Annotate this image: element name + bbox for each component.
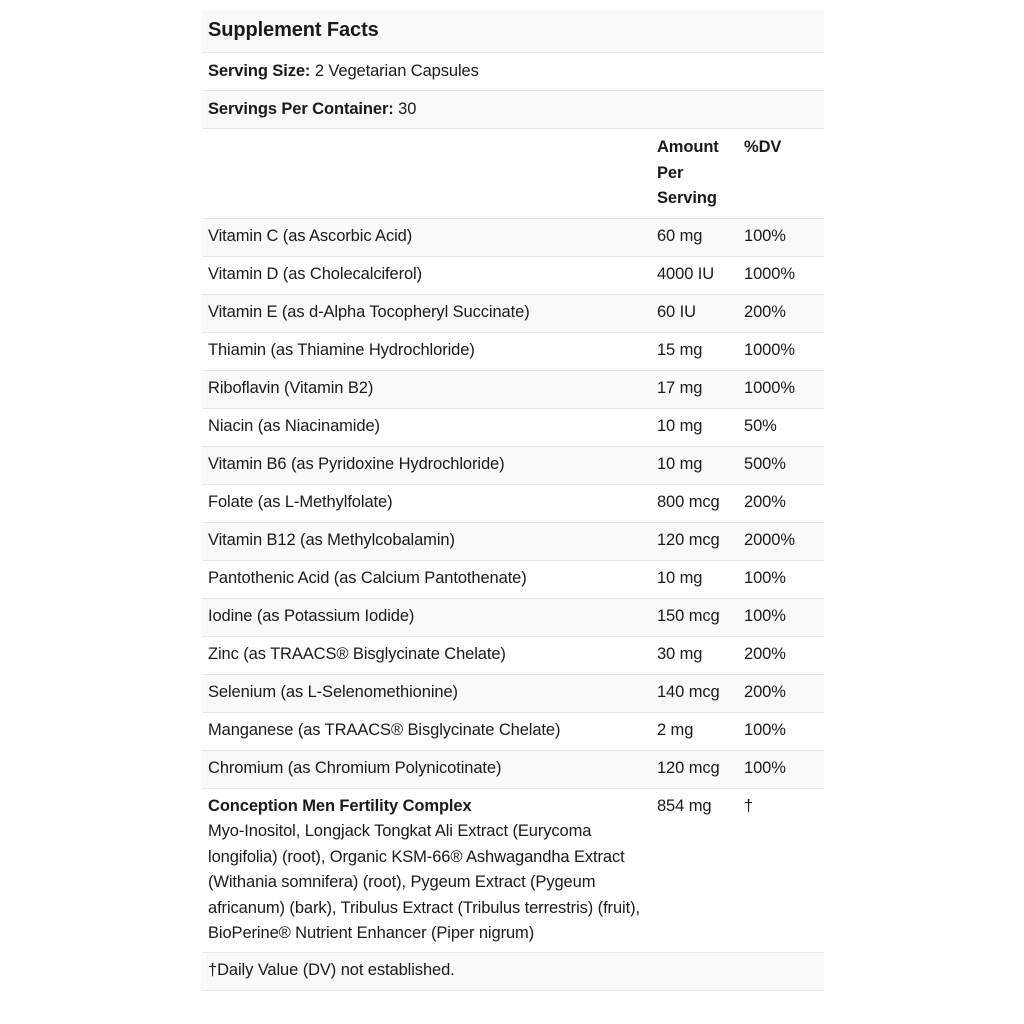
- header-amount: Amount Per Serving: [651, 129, 738, 219]
- nutrient-amount: 60 mg: [651, 218, 738, 256]
- column-header-row: [202, 129, 824, 219]
- nutrient-dv: 100%: [738, 598, 824, 636]
- table-row: [202, 560, 824, 598]
- nutrient-name: Niacin (as Niacinamide): [202, 408, 651, 446]
- table-row: [202, 446, 824, 484]
- servings-per-container-label: Servings Per Container:: [208, 99, 394, 118]
- nutrient-dv: 2000%: [738, 522, 824, 560]
- table-row: [202, 256, 824, 294]
- complex-ingredients: Myo-Inositol, Longjack Tongkat Ali Extract (Eurycoma longifolia) (root), Organic KSM-66® Ashwagandha Extract (Withania somnifera) (root), Pygeum Extract (Pygeum africanum) (bark), Tribulus Extract (Tribulus terrestris) (fruit), BioPerine® Nutrient Enhancer (Piper nigrum): [208, 822, 640, 942]
- nutrient-amount: 60 IU: [651, 294, 738, 332]
- table-row: [202, 712, 824, 750]
- serving-size-row: [202, 53, 824, 91]
- complex-row: [202, 788, 824, 952]
- nutrient-name: Vitamin D (as Cholecalciferol): [202, 256, 651, 294]
- nutrient-name: Chromium (as Chromium Polynicotinate): [202, 750, 651, 788]
- nutrient-name: Thiamin (as Thiamine Hydrochloride): [202, 332, 651, 370]
- nutrient-amount: 15 mg: [651, 332, 738, 370]
- nutrient-name: Vitamin E (as d-Alpha Tocopheryl Succinate): [202, 294, 651, 332]
- nutrient-dv: 1000%: [738, 332, 824, 370]
- table-title: Supplement Facts: [202, 10, 824, 53]
- nutrient-amount: 2 mg: [651, 712, 738, 750]
- nutrient-amount: 120 mcg: [651, 522, 738, 560]
- header-blank: [202, 129, 651, 219]
- title-row: [202, 10, 824, 53]
- nutrient-amount: 4000 IU: [651, 256, 738, 294]
- table-row: [202, 674, 824, 712]
- nutrient-name: Selenium (as L-Selenomethionine): [202, 674, 651, 712]
- table-row: [202, 598, 824, 636]
- nutrient-dv: 200%: [738, 294, 824, 332]
- table-row: [202, 408, 824, 446]
- serving-size-label: Serving Size:: [208, 61, 311, 80]
- nutrient-amount: 120 mcg: [651, 750, 738, 788]
- nutrient-dv: 1000%: [738, 256, 824, 294]
- nutrient-dv: 200%: [738, 636, 824, 674]
- nutrient-amount: 30 mg: [651, 636, 738, 674]
- nutrient-amount: 10 mg: [651, 446, 738, 484]
- nutrient-dv: 100%: [738, 218, 824, 256]
- nutrient-dv: 100%: [738, 750, 824, 788]
- footnote-row: [202, 952, 824, 990]
- table-row: [202, 294, 824, 332]
- complex-dv: †: [738, 788, 824, 952]
- nutrient-name: Vitamin B12 (as Methylcobalamin): [202, 522, 651, 560]
- servings-per-container-value: 30: [398, 99, 417, 118]
- footnote: †Daily Value (DV) not established.: [202, 952, 824, 990]
- complex-amount: 854 mg: [651, 788, 738, 952]
- nutrient-amount: 10 mg: [651, 408, 738, 446]
- servings-per-container-row: [202, 91, 824, 129]
- nutrient-amount: 140 mcg: [651, 674, 738, 712]
- nutrient-amount: 17 mg: [651, 370, 738, 408]
- nutrient-dv: 500%: [738, 446, 824, 484]
- nutrient-name: Folate (as L-Methylfolate): [202, 484, 651, 522]
- header-dv: %DV: [738, 129, 824, 219]
- nutrient-dv: 200%: [738, 484, 824, 522]
- table-row: [202, 522, 824, 560]
- nutrient-name: Riboflavin (Vitamin B2): [202, 370, 651, 408]
- serving-size-value: 2 Vegetarian Capsules: [314, 61, 479, 80]
- nutrient-amount: 10 mg: [651, 560, 738, 598]
- table-row: [202, 750, 824, 788]
- table-row: [202, 484, 824, 522]
- nutrient-name: Iodine (as Potassium Iodide): [202, 598, 651, 636]
- nutrient-name: Pantothenic Acid (as Calcium Pantothenate): [202, 560, 651, 598]
- complex-name: Conception Men Fertility Complex: [208, 796, 472, 815]
- nutrient-amount: 150 mcg: [651, 598, 738, 636]
- table-row: [202, 218, 824, 256]
- supplement-facts-table: [202, 10, 824, 991]
- nutrient-dv: 100%: [738, 560, 824, 598]
- table-row: [202, 332, 824, 370]
- nutrient-name: Vitamin C (as Ascorbic Acid): [202, 218, 651, 256]
- nutrient-dv: 200%: [738, 674, 824, 712]
- nutrient-name: Zinc (as TRAACS® Bisglycinate Chelate): [202, 636, 651, 674]
- nutrient-amount: 800 mcg: [651, 484, 738, 522]
- table-row: [202, 636, 824, 674]
- table-row: [202, 370, 824, 408]
- nutrient-name: Manganese (as TRAACS® Bisglycinate Chelate): [202, 712, 651, 750]
- nutrient-dv: 100%: [738, 712, 824, 750]
- nutrient-dv: 50%: [738, 408, 824, 446]
- nutrient-dv: 1000%: [738, 370, 824, 408]
- nutrient-name: Vitamin B6 (as Pyridoxine Hydrochloride): [202, 446, 651, 484]
